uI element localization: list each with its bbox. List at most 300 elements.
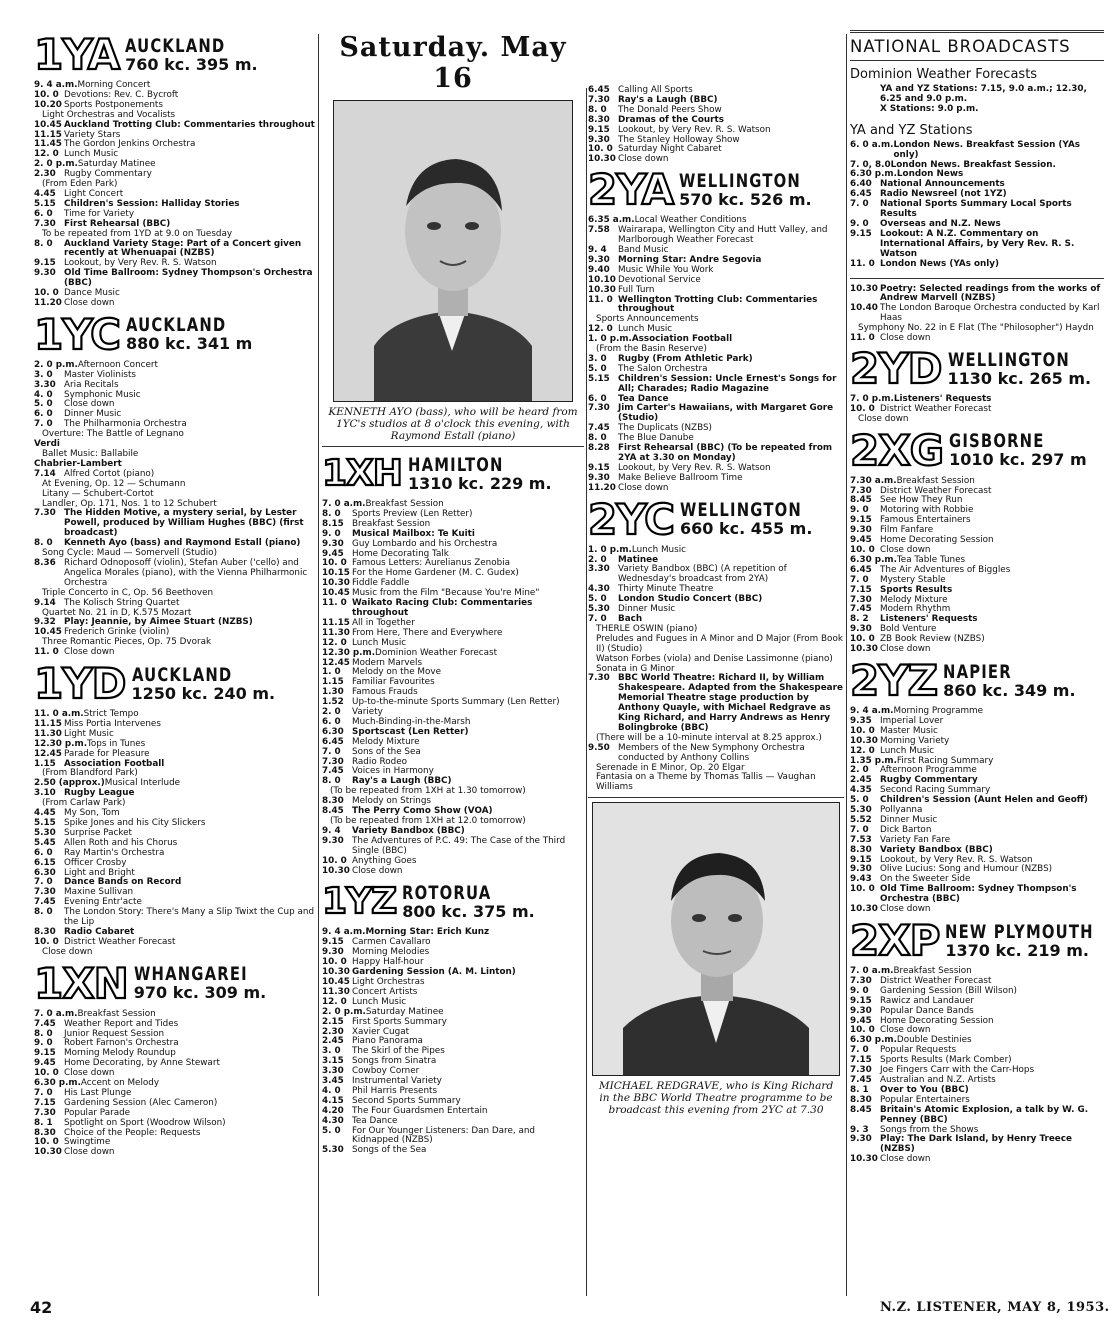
programme-time: 10.30 bbox=[588, 154, 616, 165]
programme-title: Afternoon Programme bbox=[880, 765, 977, 776]
programme-time: 9.30 bbox=[588, 254, 610, 265]
programme-title: The Duplicats (NZBS) bbox=[618, 423, 712, 434]
programme-time: 12.45 bbox=[34, 748, 62, 759]
programme-time: 2. 0 bbox=[322, 707, 341, 718]
programme-title: First Rehearsal (BBC) (To be repeated from 2YA at 3.30 on Monday) bbox=[618, 443, 833, 463]
programme-time: 4.20 bbox=[322, 1105, 344, 1116]
programme-title: Pollyanna bbox=[880, 805, 923, 816]
ya-stations-title: YA and YZ Stations bbox=[850, 122, 973, 138]
programme-time: 2. 0 p.m. bbox=[34, 159, 78, 170]
programme-time: 5.30 bbox=[34, 827, 56, 838]
programme-title: THERLE OSWIN (piano) bbox=[596, 623, 698, 634]
programme-title: District Weather Forecast bbox=[880, 403, 992, 414]
programme-time: 11. 0 bbox=[850, 333, 875, 344]
programme-title: Home Decorating Session bbox=[880, 1015, 994, 1026]
column-rule bbox=[586, 88, 587, 1296]
programme-title: Home Decorating, by Anne Stewart bbox=[64, 1058, 220, 1069]
programme-row bbox=[34, 599, 316, 609]
programme-time: 4. 0 bbox=[34, 389, 53, 400]
programme-time: 11. 0 bbox=[322, 598, 347, 609]
divider bbox=[322, 446, 584, 447]
programme-row bbox=[588, 375, 844, 395]
programme-title: Lunch Music bbox=[618, 324, 673, 335]
programme-time: 7.58 bbox=[588, 225, 610, 236]
programme-time: 9.30 bbox=[322, 947, 344, 958]
programme-time: 5.15 bbox=[34, 818, 56, 828]
station-call-sign: 1XH bbox=[322, 453, 402, 494]
programme-time: 10.20 bbox=[34, 99, 62, 110]
programme-row bbox=[34, 1148, 316, 1158]
station-header bbox=[588, 494, 844, 544]
programme-row bbox=[850, 285, 1104, 305]
programme-title: Thirty Minute Theatre bbox=[618, 584, 714, 595]
programme-row bbox=[588, 773, 844, 793]
station-frequency: 1130 kc. 265 m. bbox=[947, 368, 1092, 388]
programme-title: Over to You (BBC) bbox=[880, 1084, 969, 1095]
programme-title: Mystery Stable bbox=[880, 574, 946, 585]
programme-time: 10. 0 bbox=[322, 558, 347, 569]
station-1xn bbox=[34, 958, 316, 1159]
programme-title: Breakfast Session bbox=[365, 499, 444, 509]
programme-time: 9.40 bbox=[588, 264, 610, 275]
programme-title: Make Believe Ballroom Time bbox=[618, 472, 743, 483]
programme-title: Xavier Cugat bbox=[352, 1026, 410, 1037]
programme-time: 12. 0 bbox=[322, 637, 347, 648]
programme-title: Dance Bands on Record bbox=[64, 877, 182, 888]
programme-title: London News (YAs only) bbox=[880, 258, 1000, 269]
programme-row bbox=[850, 747, 1104, 757]
programme-title: Variety bbox=[352, 707, 383, 718]
portrait-image bbox=[334, 101, 572, 401]
programme-title: Radio Rodeo bbox=[352, 756, 407, 767]
programme-title: Sports Postponements bbox=[64, 99, 163, 110]
programme-time: 7.30 bbox=[850, 594, 872, 605]
programme-list bbox=[850, 141, 1104, 270]
programme-title: Waikato Racing Club: Commentaries throughout bbox=[352, 598, 533, 618]
programme-time: 9. 0 bbox=[850, 505, 869, 516]
programme-time: 12. 0 bbox=[850, 745, 875, 756]
date-heading: Saturday. May 16 bbox=[339, 32, 567, 94]
programme-time: 9. 4 a.m. bbox=[850, 705, 894, 716]
programme-title: Tea Dance bbox=[352, 1115, 398, 1126]
programme-title: For Our Younger Listeners: Dan Dare, and Kidnapped (NZBS) bbox=[352, 1125, 536, 1146]
programme-row bbox=[850, 1135, 1104, 1155]
station-frequency: 570 kc. 526 m. bbox=[679, 189, 812, 209]
programme-title: Master Music bbox=[880, 725, 938, 736]
programme-time: 10.30 bbox=[34, 1147, 62, 1158]
programme-time: 2.45 bbox=[322, 1036, 344, 1047]
programme-list bbox=[850, 395, 1104, 425]
programme-row bbox=[588, 286, 844, 296]
programme-title: Joe Fingers Carr with the Carr-Hops bbox=[880, 1065, 1035, 1076]
programme-title: Band Music bbox=[618, 244, 669, 255]
programme-title: Maxine Sullivan bbox=[64, 887, 134, 898]
programme-title: District Weather Forecast bbox=[880, 485, 992, 496]
programme-time: 3. 0 bbox=[322, 1046, 341, 1057]
station-frequency: 880 kc. 341 m bbox=[125, 334, 253, 354]
programme-title: Gardening Session (Bill Wilson) bbox=[880, 985, 1017, 996]
programme-time: 11. 0 a.m. bbox=[34, 709, 84, 720]
programme-row bbox=[34, 299, 316, 309]
programme-time: 8.30 bbox=[588, 114, 610, 125]
programme-title: District Weather Forecast bbox=[880, 975, 992, 986]
programme-time: 11.30 bbox=[34, 728, 62, 739]
programme-title: For the Home Gardener (M. C. Gudex) bbox=[352, 568, 519, 579]
programme-time: 11. 0 bbox=[588, 294, 613, 305]
programme-time: 2. 0 p.m. bbox=[34, 359, 78, 370]
programme-row bbox=[850, 85, 1104, 105]
programme-time: 12. 0 bbox=[588, 324, 613, 335]
programme-row bbox=[588, 226, 844, 246]
programme-title: Famous Frauds bbox=[352, 687, 418, 698]
programme-title: Second Racing Summary bbox=[880, 785, 991, 796]
programme-time: 10. 0 bbox=[850, 545, 875, 555]
programme-time: 12.30 p.m. bbox=[322, 647, 376, 658]
programme-title: Imperial Lover bbox=[880, 715, 944, 726]
programme-title: The Blue Danube bbox=[618, 433, 694, 444]
programme-time: 9.15 bbox=[850, 515, 872, 526]
programme-time: 6.45 bbox=[588, 85, 610, 95]
programme-time: 10. 0 bbox=[34, 89, 59, 100]
station-header bbox=[34, 32, 316, 78]
programme-time: 9.43 bbox=[850, 874, 872, 885]
programme-title: Songs of the Sea bbox=[352, 1145, 427, 1156]
programme-title: YA and YZ Stations: 7.15, 9.0 a.m.; 12.30, 6.25 and 9.0 p.m. bbox=[880, 84, 1087, 104]
programme-title: Dominion Weather Forecast bbox=[375, 647, 498, 658]
programme-time: 10.45 bbox=[34, 627, 62, 638]
programme-title: Melody Mixture bbox=[352, 736, 420, 747]
programme-row bbox=[322, 1127, 584, 1147]
programme-title: Sports Results (Mark Comber) bbox=[880, 1055, 1012, 1066]
programme-title: Gardening Session (Alec Cameron) bbox=[64, 1097, 218, 1108]
programme-time: 10. 0 bbox=[322, 855, 347, 866]
programme-time: 7.15 bbox=[850, 1055, 872, 1066]
programme-title: Dinner Music bbox=[618, 604, 676, 615]
programme-time: 6. 0 bbox=[34, 847, 53, 858]
programme-title: Home Decorating Session bbox=[880, 535, 994, 546]
programme-time: 6. 0 bbox=[34, 208, 53, 219]
programme-title: Jim Carter's Hawaiians, with Margaret Gore (Studio) bbox=[618, 403, 834, 424]
programme-time: 7.15 bbox=[850, 584, 872, 595]
programme-time: 7.45 bbox=[322, 766, 344, 777]
programme-title: Lunch Music bbox=[631, 544, 686, 555]
programme-title: Songs from the Shows bbox=[880, 1124, 979, 1135]
station-header bbox=[34, 958, 316, 1008]
programme-title: Local Weather Conditions bbox=[634, 215, 747, 226]
programme-time: 4. 0 bbox=[322, 1085, 341, 1096]
programme-time: 9. 0 bbox=[850, 218, 869, 229]
programme-time: 7.30 bbox=[850, 975, 872, 986]
programme-time: 6.40 bbox=[850, 179, 872, 190]
programme-time: 10.30 bbox=[850, 735, 878, 746]
station-2yz bbox=[850, 655, 1104, 915]
programme-time: 7. 0 bbox=[850, 824, 869, 835]
photo-kenneth-ayo bbox=[333, 100, 573, 402]
national-title: NATIONAL BROADCASTS bbox=[850, 30, 1104, 61]
station-city: NAPIER bbox=[943, 660, 1012, 683]
programme-title: Familiar Favourites bbox=[352, 677, 435, 688]
station-city: NEW PLYMOUTH bbox=[945, 920, 1095, 943]
programme-time: 2. 0 bbox=[588, 554, 607, 565]
programme-time: 5. 0 bbox=[322, 1125, 341, 1136]
programme-title: Wairarapa, Wellington City and Hutt Valley, and Marlborough Weather Forecast bbox=[618, 225, 828, 246]
programme-title: Popular Entertainers bbox=[880, 1094, 970, 1105]
programme-time: 7.45 bbox=[850, 604, 872, 615]
programme-title: Music While You Work bbox=[618, 264, 714, 275]
programme-title: Happy Half-hour bbox=[352, 957, 424, 968]
programme-title: Ray's a Laugh (BBC) bbox=[618, 94, 718, 105]
programme-title: Saturday Night Cabaret bbox=[618, 144, 722, 155]
programme-title: Preludes and Fugues in A Minor and D Major (From Book II) (Studio) bbox=[596, 633, 843, 654]
station-city: WELLINGTON bbox=[679, 499, 802, 522]
programme-time: 8. 0 bbox=[34, 1028, 53, 1039]
programme-title: Light Orchestras and Vocalists bbox=[42, 109, 176, 120]
programme-time: 11. 0 bbox=[850, 258, 875, 269]
programme-time: 6.30 p.m. bbox=[850, 554, 897, 565]
programme-title: Sports Preview (Len Retter) bbox=[352, 508, 473, 519]
programme-time: 6.30 bbox=[322, 726, 344, 737]
programme-title: Instrumental Variety bbox=[352, 1076, 442, 1087]
programme-time: 8.15 bbox=[322, 518, 344, 529]
programme-time: 6.45 bbox=[850, 189, 872, 200]
programme-row bbox=[34, 1020, 316, 1030]
station-frequency: 800 kc. 375 m. bbox=[402, 902, 535, 921]
programme-title: District Weather Forecast bbox=[64, 936, 176, 947]
programme-time: 7.45 bbox=[588, 423, 610, 434]
programme-list bbox=[34, 1010, 316, 1159]
programme-title: Watson Forbes (viola) and Denise Lassimonne (piano) bbox=[596, 653, 833, 664]
programme-time: 8.45 bbox=[850, 495, 872, 506]
programme-title: Lunch Music bbox=[352, 637, 407, 648]
programme-title: Overseas and N.Z. News bbox=[880, 218, 1001, 229]
station-city: WELLINGTON bbox=[947, 348, 1070, 371]
programme-time: 9. 3 bbox=[850, 1124, 869, 1135]
station-frequency: 1250 kc. 240 m. bbox=[131, 683, 276, 703]
programme-time: 8.30 bbox=[322, 796, 344, 807]
programme-time: 9.15 bbox=[322, 937, 344, 948]
programme-title: Rugby Commentary bbox=[64, 169, 152, 180]
programme-title: (To be repeated from 1XH at 12.0 tomorrow) bbox=[330, 816, 526, 826]
programme-title: Morning Melodies bbox=[352, 947, 430, 958]
programme-title: Radio Cabaret bbox=[64, 926, 135, 937]
programme-time: 10.30 bbox=[588, 284, 616, 295]
programme-title: Musical Interlude bbox=[104, 778, 181, 789]
programme-time: 8.36 bbox=[34, 557, 56, 568]
programme-time: 7.30 bbox=[588, 673, 610, 684]
programme-title: Ray Martin's Orchestra bbox=[64, 847, 165, 858]
programme-time: 9.14 bbox=[34, 597, 56, 608]
programme-title: Breakfast Session bbox=[77, 1008, 156, 1019]
programme-title: Australian and N.Z. Artists bbox=[880, 1074, 996, 1085]
programme-title: Dick Barton bbox=[880, 824, 932, 835]
programme-title: Close down bbox=[64, 1068, 115, 1079]
programme-title: Junior Request Session bbox=[64, 1028, 165, 1039]
station-call-sign: 1YD bbox=[34, 659, 126, 709]
programme-title: Gardening Session (A. M. Linton) bbox=[352, 967, 516, 978]
programme-title: Association Football bbox=[631, 334, 733, 345]
programme-time: 6.30 p.m. bbox=[850, 1035, 897, 1046]
programme-time: 6.30 bbox=[34, 867, 56, 878]
programme-title: Lookout, by Very Rev. R. S. Watson bbox=[880, 854, 1033, 865]
programme-time: 2.45 bbox=[850, 775, 872, 786]
programme-time: 10. 0 bbox=[850, 634, 875, 645]
programme-title: The Salon Orchestra bbox=[618, 363, 708, 374]
programme-row bbox=[322, 599, 584, 619]
programme-title: Listeners' Requests bbox=[880, 614, 978, 625]
programme-title: Fantasia on a Theme by Thomas Tallis — Vaughan Williams bbox=[596, 772, 816, 793]
programme-time: 3.30 bbox=[322, 1066, 344, 1077]
programme-row bbox=[588, 296, 844, 316]
programme-title: Motoring with Robbie bbox=[880, 505, 974, 516]
programme-title: Fiddle Faddle bbox=[352, 578, 410, 589]
station-frequency: 1370 kc. 219 m. bbox=[945, 940, 1089, 960]
programme-title: Surprise Packet bbox=[64, 827, 132, 838]
programme-list bbox=[850, 85, 1104, 115]
programme-time: 9. 4 a.m. bbox=[322, 927, 366, 938]
station-header bbox=[322, 879, 584, 925]
programme-time: 1.15 bbox=[322, 677, 344, 688]
programme-time: 9.50 bbox=[588, 742, 610, 753]
programme-time: 5.15 bbox=[34, 198, 56, 209]
programme-title: Up-to-the-minute Sports Summary (Len Retter) bbox=[352, 697, 560, 708]
programme-list bbox=[322, 928, 584, 1156]
programme-title: The London Baroque Orchestra conducted by Karl Haas bbox=[880, 303, 1100, 324]
programme-title: Cowboy Corner bbox=[352, 1066, 420, 1077]
programme-time: 7. 0 bbox=[322, 746, 341, 757]
photo-caption: MICHAEL REDGRAVE, who is King Richard in the BBC World Theatre programme to be broadcast this evening from 2YC at 7.30 bbox=[598, 1080, 834, 1117]
station-frequency: 970 kc. 309 m. bbox=[133, 983, 267, 1003]
programme-row bbox=[588, 155, 844, 165]
programme-time: 10.30 bbox=[850, 283, 878, 294]
programme-title: The Skirl of the Pipes bbox=[352, 1046, 445, 1057]
programme-title: London News bbox=[896, 169, 964, 180]
station-call-sign: 1YZ bbox=[322, 881, 397, 923]
programme-row bbox=[850, 1106, 1104, 1126]
programme-title: Rugby (From Athletic Park) bbox=[618, 353, 753, 364]
programme-time: 2. 0 bbox=[850, 765, 869, 776]
programme-time: 9.15 bbox=[850, 995, 872, 1006]
programme-title: Evening Entr'acte bbox=[64, 897, 142, 908]
programme-title: Saturday Matinee bbox=[77, 159, 156, 170]
station-1xh bbox=[322, 451, 584, 876]
station-city: AUCKLAND bbox=[125, 314, 227, 337]
programme-time: 11.20 bbox=[588, 482, 616, 493]
programme-title: Lookout, by Very Rev. R. S. Watson bbox=[64, 258, 217, 269]
station-header bbox=[34, 309, 316, 359]
programme-title: Close down bbox=[618, 154, 669, 165]
programme-row bbox=[588, 655, 844, 665]
programme-title: Lookout: A N.Z. Commentary on International Affairs, by Very Rev. R. S. Watson bbox=[880, 228, 1075, 259]
programme-title: Officer Crosby bbox=[64, 857, 127, 868]
programme-time: 9.15 bbox=[850, 228, 872, 239]
programme-time: 5.45 bbox=[34, 837, 56, 848]
programme-title: Songs from Sinatra bbox=[352, 1056, 437, 1067]
programme-title: Sonata in G Minor bbox=[596, 663, 675, 674]
programme-title: Dinner Music bbox=[880, 814, 938, 825]
programme-time: 10. 0 bbox=[588, 144, 613, 155]
programme-title: Full Turn bbox=[618, 284, 655, 295]
programme-title: Modern Marvels bbox=[352, 657, 423, 668]
station-frequency: 660 kc. 455 m. bbox=[679, 519, 813, 539]
programme-time: 5. 0 bbox=[588, 594, 607, 605]
programme-title: To be repeated from 1YD at 9.0 on Tuesday bbox=[42, 228, 233, 239]
programme-time: 1.15 bbox=[34, 758, 56, 769]
programme-time: 8. 0 bbox=[34, 538, 53, 549]
programme-time: 2.50 (approx.) bbox=[34, 778, 105, 789]
programme-time: 10.30 bbox=[850, 644, 878, 655]
programme-title: Chabrier-Lambert bbox=[34, 458, 122, 469]
programme-time: 6.45 bbox=[850, 564, 872, 575]
programme-time: 4.30 bbox=[322, 1115, 344, 1126]
programme-title: Morning Star: Andre Segovia bbox=[618, 254, 762, 265]
programme-time: 7.30 bbox=[34, 508, 56, 519]
programme-title: The Kolisch String Quartet bbox=[64, 597, 180, 608]
programme-row bbox=[588, 565, 844, 585]
programme-time: 1.52 bbox=[322, 697, 344, 708]
programme-list bbox=[34, 710, 316, 958]
programme-row bbox=[850, 645, 1104, 655]
station-2xg bbox=[850, 425, 1104, 655]
station-city: HAMILTON bbox=[407, 453, 504, 476]
programme-time bbox=[850, 85, 880, 105]
programme-title: Second Sports Summary bbox=[352, 1095, 461, 1106]
programme-title: Sons of the Sea bbox=[352, 746, 421, 757]
programme-time: 7. 0 p.m. bbox=[850, 393, 894, 404]
programme-title: Close down bbox=[880, 333, 931, 344]
programme-time: 11.20 bbox=[34, 297, 62, 308]
programme-time: 9.45 bbox=[850, 1015, 872, 1026]
programme-time: 7.30 bbox=[34, 887, 56, 898]
programme-time: 4.45 bbox=[34, 188, 56, 199]
programme-title: Close down bbox=[64, 1147, 115, 1158]
programme-time: 7.45 bbox=[34, 897, 56, 908]
programme-time: 1. 0 p.m. bbox=[588, 544, 632, 555]
programme-title: X Stations: 9.0 p.m. bbox=[880, 103, 979, 114]
programme-time: 7. 0 bbox=[850, 574, 869, 585]
station-call-sign: 2XP bbox=[850, 916, 940, 965]
programme-title: Variety Bandbox (BBC) bbox=[352, 825, 465, 836]
programme-row bbox=[588, 674, 844, 733]
programme-title: Film Fanfare bbox=[880, 525, 934, 536]
programme-row bbox=[850, 304, 1104, 324]
programme-title: Concert Artists bbox=[352, 986, 418, 997]
programme-title: London News. Breakfast Session. bbox=[890, 159, 1056, 170]
programme-row bbox=[34, 559, 316, 589]
programme-time: 6.15 bbox=[34, 857, 56, 868]
programme-row bbox=[850, 230, 1104, 260]
programme-time: 5. 0 bbox=[588, 363, 607, 374]
station-frequency: 760 kc. 395 m. bbox=[125, 54, 258, 74]
programme-title: Frederich Grinke (violin) bbox=[64, 627, 170, 638]
programme-time: 7. 0 a.m. bbox=[34, 1008, 78, 1019]
programme-title: (From Carlaw Park) bbox=[42, 798, 126, 809]
programme-title: Dinner Music bbox=[64, 409, 122, 420]
programme-title: Variety Fan Fare bbox=[880, 834, 951, 845]
programme-time: 10.45 bbox=[322, 588, 350, 599]
programme-title: Ray's a Laugh (BBC) bbox=[352, 776, 452, 787]
programme-row bbox=[850, 905, 1104, 915]
programme-time: 5.15 bbox=[588, 373, 610, 384]
programme-time: 6. 0 bbox=[588, 393, 607, 404]
programme-title: Popular Parade bbox=[64, 1107, 131, 1118]
programme-title: Close down bbox=[880, 904, 931, 915]
programme-time: 8.28 bbox=[588, 443, 610, 454]
programme-title: Dramas of the Courts bbox=[618, 114, 724, 125]
programme-time: 3.30 bbox=[34, 379, 56, 390]
programme-time: 6.30 p.m. bbox=[850, 169, 897, 180]
station-2xp bbox=[850, 918, 1104, 1165]
programme-list bbox=[850, 285, 1104, 344]
